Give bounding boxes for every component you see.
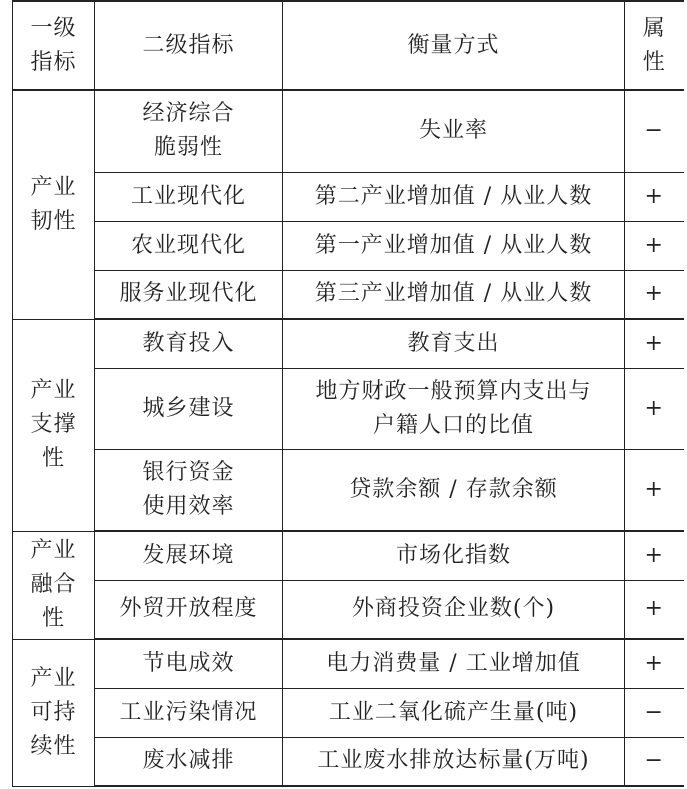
indicator-line: 教育投入 [142,330,235,356]
indicator-line: 工业污染情况 [119,699,258,725]
indicator-line: 工业现代化 [130,183,246,209]
measure-line: 电力消费量 / 工业增加值 [326,650,581,676]
measure-line: 户籍人口的比值 [372,412,534,438]
measure-cell [283,580,625,639]
measure-line: 地方财政一般预算内支出与 [315,378,592,404]
measure-cell [283,737,625,786]
measure-line: 贷款余额 / 存款余额 [349,476,558,502]
indicator-line: 农业现代化 [130,232,246,258]
indicator-line: 节电成效 [142,650,235,676]
header-attribute-line: 属 [642,15,666,41]
measure-cell [283,270,625,319]
table-header [13,1,684,90]
group-name-cell [13,319,95,531]
measure-cell [283,319,625,368]
measure-line: 工业废水排放达标量(万吨) [317,748,590,774]
table-row [13,319,684,368]
attribute-cell: + [625,172,684,221]
indicator-line: 外贸开放程度 [119,596,258,622]
measure-cell [283,688,625,737]
header-attribute [625,1,684,90]
table-row [13,172,684,221]
indicator-cell [95,737,283,786]
indicator-cell [95,319,283,368]
table-row [13,639,684,688]
header-level1-line: 一级 [30,15,77,41]
table-body [13,90,684,786]
table-row [13,221,684,270]
group-name-line: 性 [41,606,65,631]
group-name-cell [13,639,95,786]
indicator-cell [95,221,283,270]
attribute-cell: + [625,319,684,368]
attribute-cell: + [625,639,684,688]
header-attribute-line: 性 [642,49,666,75]
indicator-cell [95,90,283,172]
group-name-line: 支撑 [30,412,77,437]
table-row [13,580,684,639]
header-level1-line: 指标 [30,49,77,75]
header-level1 [13,1,95,90]
indicator-line: 脆弱性 [153,135,223,161]
measure-line: 第二产业增加值 / 从业人数 [314,183,593,209]
attribute-cell: + [625,531,684,580]
table-row [13,737,684,786]
table-row [13,368,684,449]
table-row [13,531,684,580]
indicator-cell [95,531,283,580]
measure-line: 外商投资企业数(个) [351,596,556,622]
measure-cell [283,172,625,221]
indicator-cell [95,449,283,531]
measure-cell [283,449,625,531]
measure-line: 失业率 [418,118,488,144]
group-name-line: 产业 [30,665,77,691]
table-row [13,270,684,319]
attribute-cell: + [625,449,684,531]
header-level2: 二级指标 [95,1,283,90]
header-measure: 衡量方式 [283,1,625,90]
indicator-cell [95,639,283,688]
attribute-cell: − [625,688,684,737]
attribute-cell: − [625,737,684,786]
attribute-cell: + [625,368,684,449]
table-row [13,449,684,531]
measure-cell [283,221,625,270]
indicator-line: 银行资金 [142,459,235,485]
attribute-cell: + [625,270,684,319]
indicator-line: 使用效率 [142,493,235,519]
indicator-cell [95,580,283,639]
indicator-line: 城乡建设 [142,395,235,421]
group-name-line: 产业 [30,174,77,200]
group-name-line: 融合 [30,572,77,597]
indicator-line: 废水减排 [142,748,235,774]
header-row [13,1,684,90]
measure-line: 第三产业增加值 / 从业人数 [314,281,593,307]
indicator-line: 发展环境 [142,542,235,568]
indicator-cell [95,270,283,319]
group-name-line: 性 [41,446,65,471]
table-row [13,90,684,172]
group-name-line: 韧性 [30,208,77,234]
measure-line: 工业二氧化硫产生量(吨) [328,699,579,725]
table-row [13,688,684,737]
measure-cell [283,90,625,172]
measure-line: 市场化指数 [395,542,511,568]
indicator-cell [95,688,283,737]
indicator-line: 服务业现代化 [119,281,258,307]
measure-line: 教育支出 [407,330,500,356]
group-name-line: 产业 [30,378,77,403]
group-name-cell [13,90,95,319]
indicator-cell [95,368,283,449]
group-name-line: 产业 [30,538,77,563]
attribute-cell: − [625,90,684,172]
attribute-cell: + [625,580,684,639]
indicator-table [12,0,684,787]
group-name-line: 续性 [30,733,77,759]
measure-cell [283,368,625,449]
group-name-cell [13,531,95,639]
group-name-line: 可持 [30,699,77,725]
measure-cell [283,639,625,688]
indicator-line: 经济综合 [142,101,235,127]
measure-line: 第一产业增加值 / 从业人数 [314,232,593,258]
attribute-cell: + [625,221,684,270]
measure-cell [283,531,625,580]
indicator-cell [95,172,283,221]
